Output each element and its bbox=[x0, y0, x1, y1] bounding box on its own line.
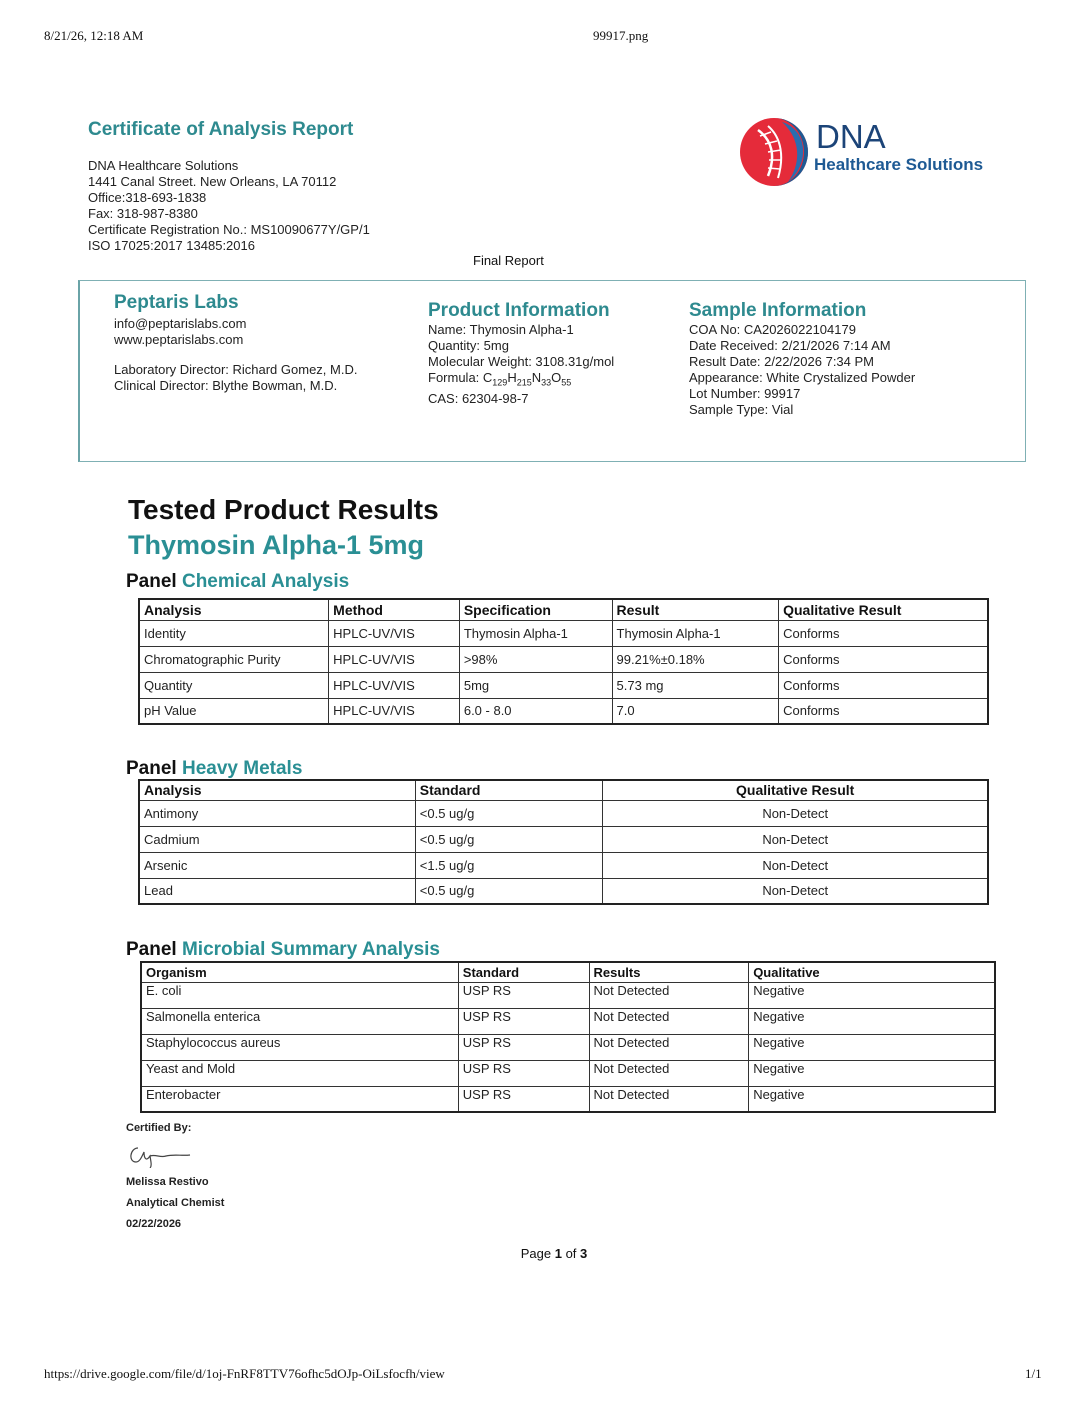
product-quantity: Quantity: 5mg bbox=[428, 338, 509, 353]
panel-microbial-heading: Panel Microbial Summary Analysis bbox=[126, 939, 440, 960]
certifier-role: Analytical Chemist bbox=[126, 1197, 225, 1209]
chemical-table bbox=[138, 598, 989, 725]
lab-line: DNA Healthcare Solutions bbox=[88, 158, 239, 173]
panel-chemical-heading: Panel Chemical Analysis bbox=[126, 571, 350, 592]
sample-info-heading: Sample Information bbox=[689, 300, 867, 321]
product-info-heading: Product Information bbox=[428, 300, 610, 321]
table-row: Enterobacter USP RS Not Detected Negative bbox=[141, 1086, 995, 1112]
product-heading: Thymosin Alpha-1 5mg bbox=[128, 530, 425, 560]
client-email: info@peptarislabs.com bbox=[114, 316, 247, 331]
sample-line: COA No: CA2026022104179 bbox=[689, 322, 856, 337]
sample-line: Result Date: 2/22/2026 7:34 PM bbox=[689, 354, 875, 369]
client-name: Peptaris Labs bbox=[114, 292, 239, 313]
table-row: Arsenic <1.5 ug/g Non-Detect bbox=[139, 852, 988, 878]
final-report-label: Final Report bbox=[473, 253, 544, 268]
product-cas: CAS: 62304-98-7 bbox=[428, 390, 529, 406]
table-row: Yeast and Mold USP RS Not Detected Negative bbox=[141, 1060, 995, 1086]
report-title: Certificate of Analysis Report bbox=[88, 119, 354, 140]
sample-line: Date Received: 2/21/2026 7:14 AM bbox=[689, 338, 891, 353]
table-header-row: Analysis Standard Qualitative Result bbox=[139, 780, 988, 800]
client-website: www.peptarislabs.com bbox=[114, 332, 244, 347]
table-row: Quantity HPLC-UV/VIS 5mg 5.73 mg Conforms bbox=[139, 672, 988, 698]
microbial-table bbox=[140, 961, 996, 1113]
signature-image bbox=[126, 1142, 192, 1168]
sample-line: Sample Type: Vial bbox=[689, 402, 794, 417]
table-row: pH Value HPLC-UV/VIS 6.0 - 8.0 7.0 Conforms bbox=[139, 698, 988, 724]
print-filename: 99917.png bbox=[593, 28, 649, 43]
product-formula: Formula: $C_{129}H_{215}N_{33}O_{55}$ bbox=[428, 370, 572, 388]
client-info bbox=[114, 292, 357, 394]
logo-subtitle: Healthcare Solutions bbox=[814, 155, 984, 174]
clinical-director: Clinical Director: Blythe Bowman, M.D. bbox=[114, 378, 338, 393]
lab-line: Fax: 318-987-8380 bbox=[88, 206, 198, 221]
table-row: Lead <0.5 ug/g Non-Detect bbox=[139, 878, 988, 904]
product-mw: Molecular Weight: 3108.31g/mol bbox=[428, 354, 615, 369]
table-row: Salmonella enterica USP RS Not Detected Negative bbox=[141, 1008, 995, 1034]
footer-pages: 1/1 bbox=[1025, 1366, 1042, 1381]
metals-table bbox=[138, 779, 989, 905]
table-row: E. coli USP RS Not Detected Negative bbox=[141, 982, 995, 1008]
table-row: Identity HPLC-UV/VIS Thymosin Alpha-1 Thymosin Alpha-1 Conforms bbox=[139, 620, 988, 646]
lab-line: Office:318-693-1838 bbox=[88, 190, 207, 205]
table-header-row: Analysis Method Specification Result Qualitative Result bbox=[139, 599, 988, 620]
page-number: Page 1 of 3 bbox=[520, 1246, 588, 1261]
table-row: Staphylococcus aureus USP RS Not Detected Negative bbox=[141, 1034, 995, 1060]
table-row: Chromatographic Purity HPLC-UV/VIS >98% 99.21%±0.18% Conforms bbox=[139, 646, 988, 672]
product-name: Name: Thymosin Alpha-1 bbox=[428, 322, 574, 337]
dna-globe-icon bbox=[738, 116, 810, 188]
print-datetime: 8/21/26, 12:18 AM bbox=[44, 28, 144, 43]
lab-address-block bbox=[88, 158, 370, 254]
sample-info bbox=[689, 300, 915, 418]
product-info bbox=[428, 300, 614, 407]
table-header-row: Organism Standard Results Qualitative bbox=[141, 962, 995, 982]
table-row: Cadmium <0.5 ug/g Non-Detect bbox=[139, 826, 988, 852]
lab-director: Laboratory Director: Richard Gomez, M.D. bbox=[114, 362, 358, 377]
table-row: Antimony <0.5 ug/g Non-Detect bbox=[139, 800, 988, 826]
sample-line: Lot Number: 99917 bbox=[689, 386, 801, 401]
lab-line: ISO 17025:2017 13485:2016 bbox=[88, 238, 255, 253]
panel-metals-heading: Panel Heavy Metals bbox=[126, 758, 303, 779]
lab-line: 1441 Canal Street. New Orleans, LA 70112 bbox=[88, 174, 337, 189]
dna-logo bbox=[738, 116, 1038, 188]
lab-line: Certificate Registration No.: MS10090677Y/GP/1 bbox=[88, 222, 370, 237]
certification-date: 02/22/2026 bbox=[126, 1218, 182, 1230]
logo-brand: DNA bbox=[816, 118, 886, 155]
certified-by-label: Certified By: bbox=[126, 1122, 192, 1134]
results-heading: Tested Product Results bbox=[128, 494, 439, 525]
footer-url: https://drive.google.com/file/d/1oj-FnRF8TTV76ofhc5dOJp-OiLsfocfh/view bbox=[44, 1366, 445, 1381]
sample-line: Appearance: White Crystalized Powder bbox=[689, 370, 916, 385]
certifier-name: Melissa Restivo bbox=[126, 1176, 209, 1188]
